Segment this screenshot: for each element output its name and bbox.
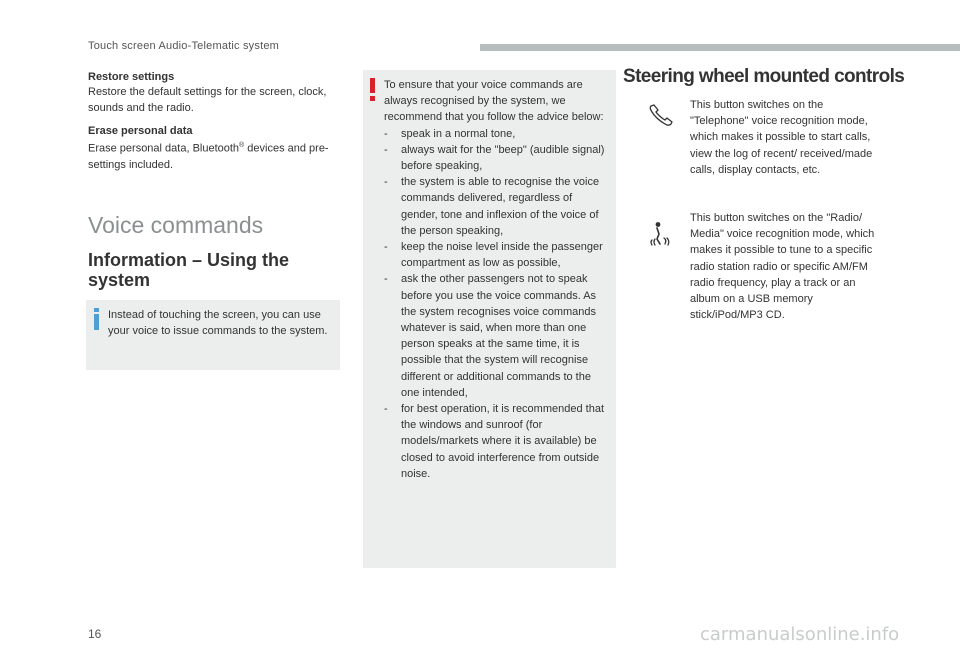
voice-command-icon	[648, 221, 674, 247]
phone-icon	[648, 103, 676, 127]
list-item: - always wait for the "beep" (audible signal) before speaking,	[384, 143, 605, 173]
warning-box	[363, 70, 616, 568]
restore-text: Restore the default settings for the screen, clock, sounds and the radio.	[88, 86, 327, 114]
settings-column	[88, 70, 343, 173]
steering-title: Steering wheel mounted controls	[623, 66, 905, 87]
list-item: - the system is able to recognise the voice commands delivered, regardless of gender, tone and inflexion of the voice of the person speaking,	[384, 176, 600, 237]
warning-text	[384, 77, 610, 482]
info-text: Instead of touching the screen, you can use your voice to issue commands to the system.	[108, 309, 328, 337]
restore-heading: Restore settings	[88, 71, 175, 83]
info-box	[86, 300, 340, 370]
telephone-description: This button switches on the "Telephone" voice recognition mode, which makes it possible to start calls, view the log of recent/ received/made calls, display contacts, etc.	[690, 99, 873, 176]
info-title: Information – Using the system	[88, 250, 290, 290]
info-icon	[94, 308, 100, 330]
section-title-voice-commands: Voice commands	[88, 212, 264, 238]
radio-media-description: This button switches on the "Radio/ Media" voice recognition mode, which makes it possible to tune to a specific radio station radio or specific AM/FM radio frequency, play a track or an album on a USB memory stick/iPod/MP3 CD.	[690, 212, 875, 322]
warning-intro: To ensure that your voice commands are always recognised by the system, we recommend that you follow the advice below:	[384, 79, 604, 124]
list-item: - keep the noise level inside the passenger compartment as low as possible,	[384, 241, 603, 270]
list-item: - ask the other passengers not to speak before you use the voice commands. As the system recognises voice commands whatever is said, when more than one person speaks at the same time, it is possible that the system will recognise different or additional commands to the one intended,	[384, 273, 597, 399]
erase-text: Erase personal data, Bluetooth® devices and pre-settings included.	[88, 142, 329, 171]
erase-heading: Erase personal data	[88, 125, 193, 137]
header-title: Touch screen Audio-Telematic system	[88, 40, 280, 52]
watermark: carmanualsonline.info	[700, 624, 900, 645]
list-item: - for best operation, it is recommended that the windows and sunroof (for models/markets where it is available) be closed to avoid interference from outside noise.	[384, 403, 604, 480]
header-bar	[480, 44, 960, 51]
list-item: - speak in a normal tone,	[384, 127, 516, 140]
warning-icon	[369, 78, 376, 102]
page-number: 16	[88, 627, 102, 641]
